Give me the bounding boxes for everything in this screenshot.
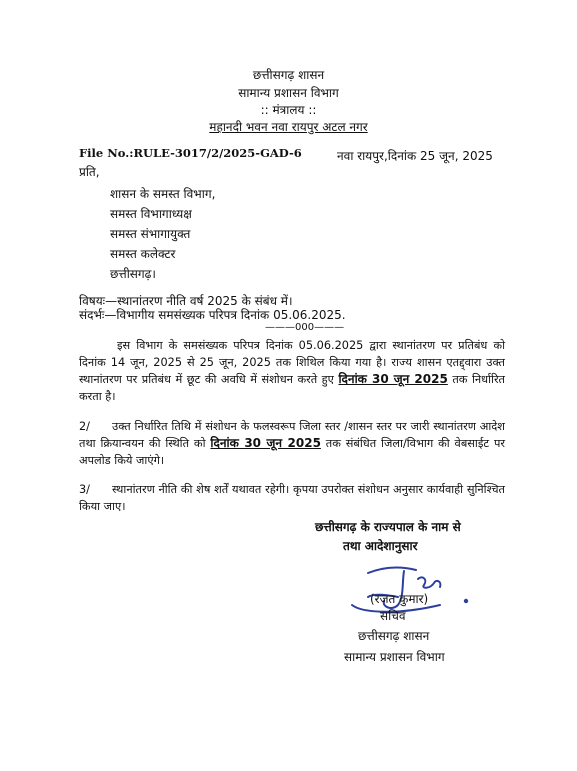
recipient-item: शासन के समस्त विभाग,: [110, 187, 216, 201]
separator: ———000———: [265, 322, 345, 333]
paragraph-3: [79, 481, 505, 515]
header-department: सामान्य प्रशासन विभाग: [238, 86, 339, 100]
paragraph-2-date: दिनांक 30 जून 2025: [210, 436, 321, 450]
paragraph-1-date: दिनांक 30 जून 2025: [338, 372, 448, 386]
file-number: File No.:RULE-3017/2/2025-GAD-6: [79, 146, 302, 160]
reference-line: संदर्भः—विभागीय समसंख्यक परिपत्र दिनांक 05.06.2025.: [79, 308, 346, 322]
closing-line-1: छत्तीसगढ़ के राज्यपाल के नाम से: [315, 520, 461, 534]
signatory-org-dept: सामान्य प्रशासन विभाग: [344, 650, 445, 664]
subject-line: विषयः—स्थानांतरण नीति वर्ष 2025 के संबंध में।: [79, 294, 293, 308]
signatory-org-govt: छत्तीसगढ़ शासन: [358, 629, 430, 643]
header-address: महानदी भवन नवा रायपुर अटल नगर: [209, 120, 368, 134]
recipient-item: समस्त कलेक्टर: [110, 247, 176, 261]
closing-line-2: तथा आदेशानुसार: [343, 539, 418, 553]
recipient-item: समस्त संभागायुक्त: [110, 227, 191, 241]
paragraph-2-end: तक संबंधित जिला/विभाग की वेबसाईट पर अपलोड किये जाएंगे।: [79, 437, 505, 467]
header-ministry: :: मंत्रालय ::: [260, 103, 317, 117]
paragraph-3-text: स्थानांतरण नीति की शेष शर्तें यथावत रहेगी। कृपया उपरोक्त संशोधन अनुसार कार्यवाही सुनिश्चित किया जाए।: [79, 483, 505, 513]
paragraph-2-text: उक्त निर्धारित तिथि में संशोधन के फलस्वरूप जिला स्तर /शासन स्तर पर जारी स्थानांतरण आदेश तथा क्रियान्वयन की स्थिति को: [79, 420, 505, 450]
paragraph-1-text: इस विभाग के समसंख्यक परिपत्र दिनांक 05.06.2025 द्वारा स्थानांतरण पर प्रतिबंध को दिनांक 14 जून, 2025 से 25 जून, 2025 तक शिथिल किया गया है। राज्य शासन एतद्द्वारा उक्त स्थानांतरण पर प्रतिबंध में छूट की अवधि में संशोधन करते हुए: [79, 339, 505, 386]
header-govt: छत्तीसगढ़ शासन: [252, 68, 325, 82]
paragraph-1-end: तक निर्धारित करता है।: [79, 373, 505, 403]
paragraph-2-number: 2/: [79, 420, 90, 433]
recipients-prati: प्रति,: [79, 165, 100, 179]
paragraph-1: [79, 337, 505, 405]
place-date: नवा रायपुर,दिनांक 25 जून, 2025: [337, 149, 493, 163]
signatory-designation: सचिव: [380, 609, 406, 623]
paragraph-3-number: 3/: [79, 483, 90, 496]
recipient-item: समस्त विभागाध्यक्ष: [110, 207, 192, 221]
signatory-name: (रजत कुमार): [370, 592, 429, 606]
paragraph-2: [79, 418, 505, 469]
recipient-item: छत्तीसगढ़।: [110, 267, 156, 281]
